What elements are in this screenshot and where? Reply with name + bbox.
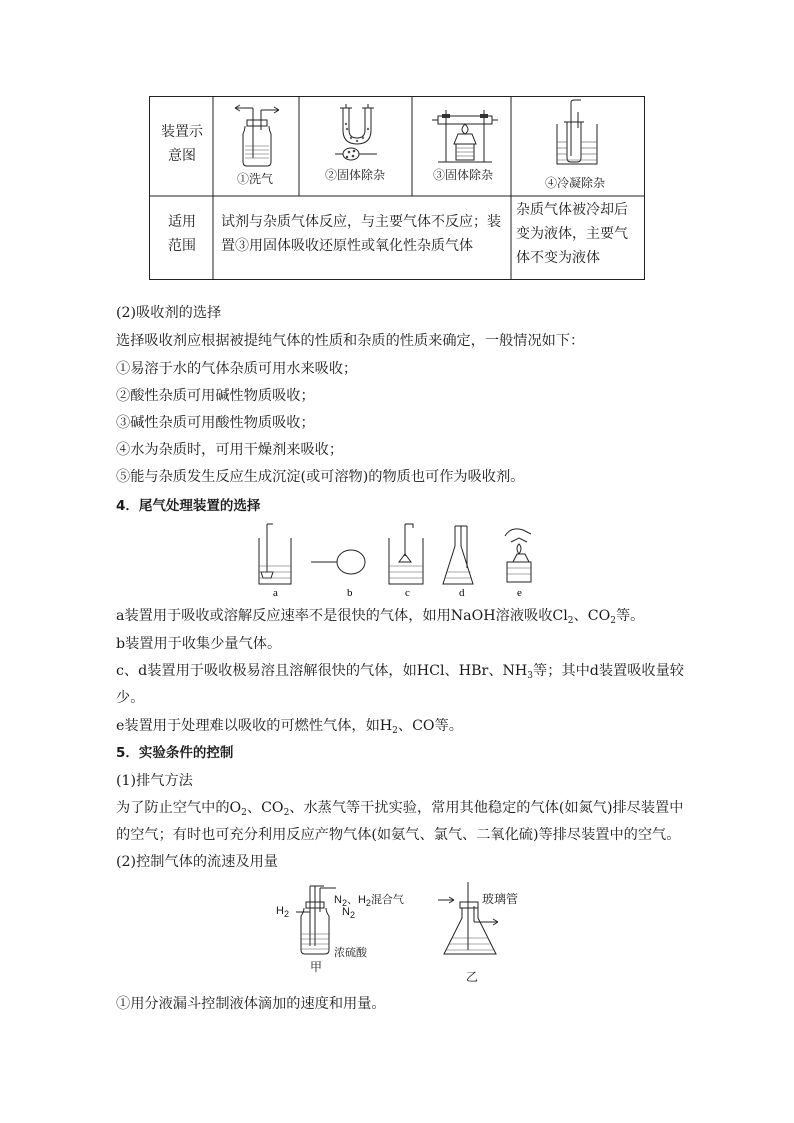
absorbent-item-5: ⑤能与杂质发生反应生成沉淀(或可溶物)的物质也可作为吸收剂。 xyxy=(116,469,525,485)
row1-header: 装置示 意图 xyxy=(161,124,203,164)
tail-cd-text-2: 少。 xyxy=(116,690,145,706)
caption-solid-1: ②固体除杂 xyxy=(325,168,386,182)
fig-jia-bottle xyxy=(296,884,336,960)
absorbent-intro: 选择吸收剂应根据被提纯气体的性质和杂质的性质来确定，一般情况如下： xyxy=(116,333,585,349)
control-sub2: (2)控制气体的流速及用量 xyxy=(116,854,278,870)
yi-name-label: 乙 xyxy=(466,970,479,984)
caption-solid-2: ③固体除杂 xyxy=(433,168,494,182)
tail-b-text: b装置用于收集少量气体。 xyxy=(116,636,282,652)
control-item-1: ①用分液漏斗控制液体滴加的速度和用量。 xyxy=(116,996,386,1012)
control-p1: 为了防止空气中的$O_2$、$CO_2$、水蒸气等干扰实验，常用其他稳定的气体(如氮气)排尽装置中 xyxy=(116,800,684,818)
absorbent-heading: (2)吸收剂的选择 xyxy=(116,305,222,321)
condensing-beaker-icon xyxy=(551,98,611,172)
tail-e-text: e装置用于处理难以吸收的可燃性气体，如$H_2$、CO等。 xyxy=(116,718,463,736)
absorbent-item-4: ④水为杂质时，可用干燥剂来吸收； xyxy=(116,442,344,458)
fig-label-b: b xyxy=(347,587,353,598)
row2-header: 适用 范围 xyxy=(168,214,196,254)
u-tube-icon xyxy=(331,102,391,166)
jia-outlet-label: $N_2$、$H_2$混合气 xyxy=(334,894,404,908)
fig-label-c: c xyxy=(405,587,410,598)
tail-gas-figure xyxy=(255,522,545,598)
fig-label-e: e xyxy=(517,587,522,598)
heated-tube-icon xyxy=(432,102,498,166)
absorbent-item-1: ①易溶于水的气体杂质可用水来吸收； xyxy=(116,361,358,377)
scope-condense: 杂质气体被冷却后 变为液体，主要气 体不变为液体 xyxy=(516,202,628,266)
tail-a-text: a装置用于吸收或溶解反应速率不是很快的气体，如用NaOH溶液吸收$Cl_2$、$CO_2$等。 xyxy=(116,608,645,626)
control-sub1: (1)排气方法 xyxy=(116,773,193,789)
jia-n2-label: $N_2$ xyxy=(342,906,355,920)
yi-tube-label: 玻璃管 xyxy=(482,892,519,906)
control-p2: 的空气；有时也可充分利用反应产物气体(如氨气、氯气、二氧化硫)等排尽装置中的空气。 xyxy=(116,827,681,843)
apparatus-table xyxy=(149,96,645,280)
jia-name-label: 甲 xyxy=(310,960,323,974)
fig-label-d: d xyxy=(459,587,465,598)
tail-cd-text: c、d装置用于吸收极易溶且溶解很快的气体，如HCl、HBr、$NH_3$等；其中d装置吸收量较 xyxy=(116,663,684,681)
caption-wash: ①洗气 xyxy=(237,172,274,186)
gas-washing-bottle-icon xyxy=(233,102,297,172)
jia-acid-label: 浓硫酸 xyxy=(334,947,367,959)
scope-main: 试剂与杂质气体反应，与主要气体不反应；装 置③用固体吸收还原性或氧化性杂质气体 xyxy=(221,214,501,254)
tail-heading: 4．尾气处理装置的选择 xyxy=(116,498,261,514)
absorbent-item-2: ②酸性杂质可用碱性物质吸收； xyxy=(116,388,315,404)
absorbent-item-3: ③碱性杂质可用酸性物质吸收； xyxy=(116,415,315,431)
fig-label-a: a xyxy=(273,587,278,598)
jia-inlet-label: $H_2$ xyxy=(276,905,289,919)
control-heading: 5．实验条件的控制 xyxy=(116,745,234,761)
caption-condense: ④冷凝除杂 xyxy=(545,176,606,190)
